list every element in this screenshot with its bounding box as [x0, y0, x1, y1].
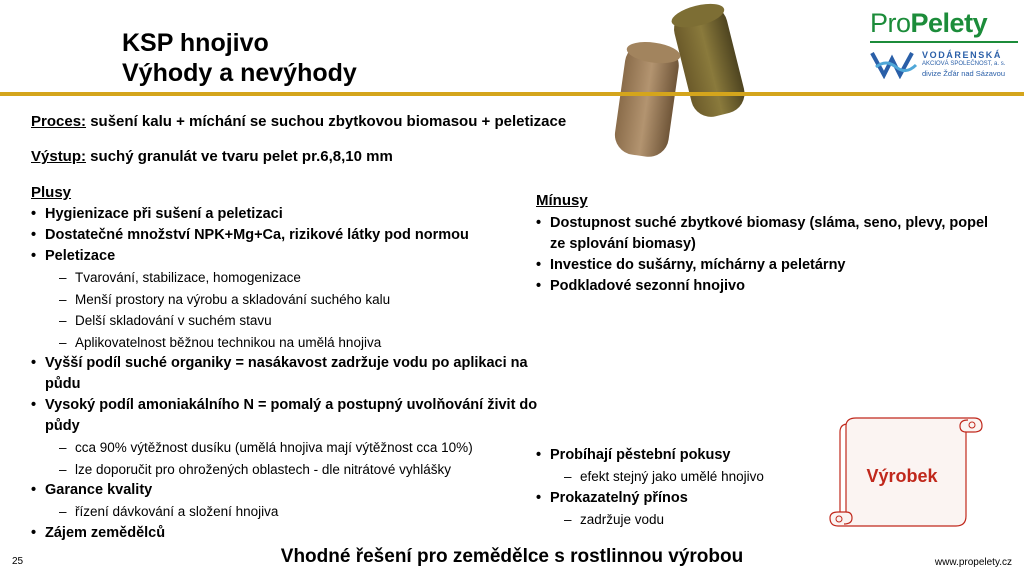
slide-title [122, 28, 357, 88]
list-item-label: Probíhají pěstební pokusy [550, 447, 731, 463]
list-item-label: Peletizace [45, 248, 116, 264]
company-subtitle: AKCIOVÁ SPOLEČNOST, a. s. [922, 60, 1006, 67]
list-item [534, 445, 824, 488]
company-name: VODÁRENSKÁ [922, 49, 1003, 60]
sublist-item: – zadržuje vodu [564, 509, 824, 531]
product-badge: Výrobek [866, 466, 938, 486]
list-item-label: Vysoký podíl amoniakálního N = pomalý a postupný uvolňování živit do půdy [45, 397, 538, 434]
page-number: 25 [12, 556, 24, 567]
logo-underline [870, 41, 1018, 43]
logo-wordmark [870, 8, 1020, 39]
list-item [29, 480, 539, 523]
vystup-text: suchý granulát ve tvaru pelet pr.6,8,10 mm [86, 148, 393, 165]
list-item [534, 488, 824, 531]
title-line-2: Výhody a nevýhody [122, 59, 357, 87]
list-item [29, 246, 539, 353]
list-item: • Zájem zemědělců [29, 523, 539, 544]
sublist-item: – lze doporučit pro ohrožených oblastech - dle nitrátové vyhlášky [59, 459, 539, 481]
list-item: • Podkladové sezonní hnojivo [534, 276, 994, 297]
logo-pro-text: Pro [870, 8, 911, 38]
title-line-1: KSP hnojivo [122, 29, 269, 57]
list-item-label: Garance kvality [45, 482, 153, 498]
list-item: • Vyšší podíl suché organiky = nasákavost zadržuje vodu po aplikaci na půdu [29, 353, 539, 395]
sublist [59, 501, 539, 523]
sublist [564, 509, 824, 531]
sublist-item: – řízení dávkování a složení hnojiva [59, 501, 539, 523]
list-item [29, 395, 539, 480]
proces-line [31, 113, 566, 130]
list-item: • Dostupnost suché zbytkové biomasy (sláma, seno, plevy, popel ze splování biomasy) [534, 213, 994, 255]
list-item: • Dostatečné množství NPK+Mg+Ca, rizikové látky pod normou [29, 225, 539, 246]
vystup-line [31, 148, 393, 165]
sublist [59, 267, 539, 353]
sublist [564, 466, 824, 488]
plusy-list [29, 204, 539, 544]
sublist-item: – Aplikovatelnost běžnou technikou na umělá hnojiva [59, 332, 539, 354]
trials-list [534, 445, 824, 530]
minusy-list [534, 213, 994, 297]
plusy-heading: Plusy [31, 184, 72, 201]
vystup-label: Výstup: [31, 148, 87, 165]
sublist [59, 437, 539, 480]
proces-text: sušení kalu + míchání se suchou zbytkovou biomasou + peletizace [86, 113, 567, 130]
footer-url: www.propelety.cz [934, 557, 1012, 568]
sublist-item: – Menší prostory na výrobu a skladování suchého kalu [59, 289, 539, 311]
proces-label: Proces: [31, 113, 87, 130]
propelety-logo [870, 8, 1020, 88]
company-division: divize Žďár nad Sázavou [922, 68, 1005, 78]
list-item-label: Prokazatelný přínos [550, 489, 688, 506]
sublist-item: – cca 90% výtěžnost dusíku (umělá hnojiva mají výtěžnost cca 10%) [59, 437, 539, 459]
footer-tagline: Vhodné řešení pro zemědělce s rostlinnou výrobou [280, 546, 744, 567]
sublist-item: – efekt stejný jako umělé hnojivo [564, 466, 824, 488]
title-rule [0, 92, 1024, 96]
list-item: • Hygienizace při sušení a peletizaci [29, 204, 539, 225]
wave-logo-icon [870, 49, 920, 79]
sublist-item: – Tvarování, stabilizace, homogenizace [59, 267, 539, 289]
minusy-heading: Mínusy [536, 192, 588, 209]
company-logo [870, 49, 1020, 79]
logo-pelety-text: Pelety [910, 8, 988, 38]
list-item: • Investice do sušárny, míchárny a peletárny [534, 255, 994, 276]
sublist-item: – Delší skladování v suchém stavu [59, 310, 539, 332]
pellets-image [600, 0, 765, 165]
